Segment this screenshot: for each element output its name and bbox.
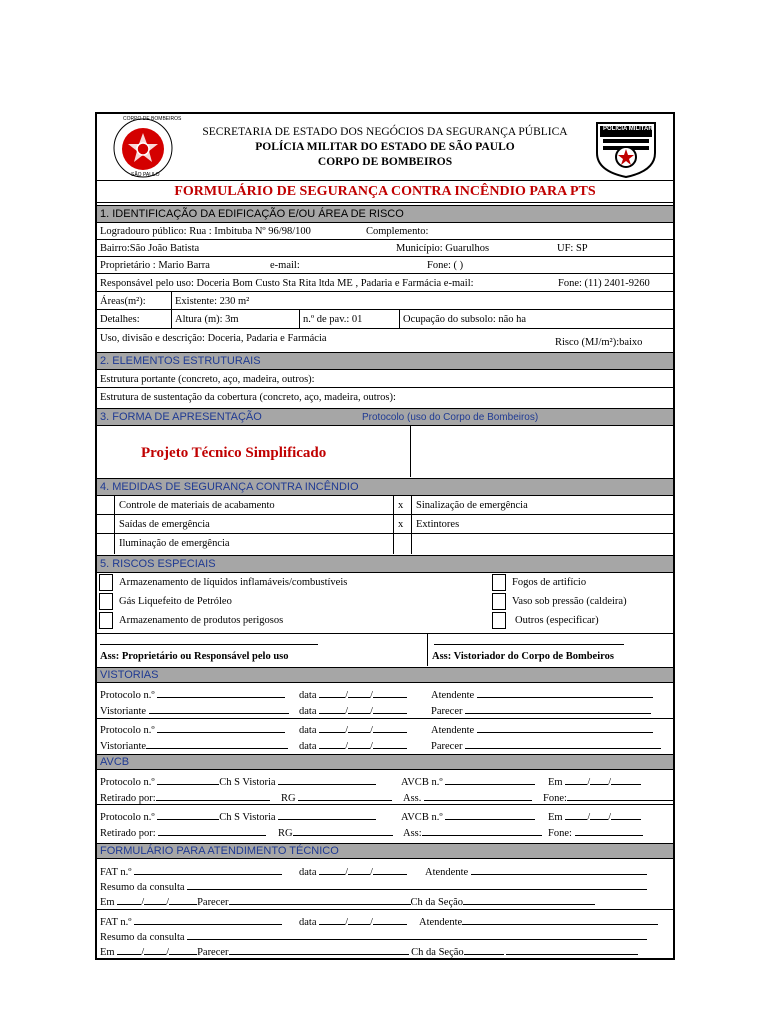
fat1-parecer-label: Parecer	[197, 897, 229, 908]
vistoria-block-2: Protocolo n.º data / / Atendente Vistoriante data / / Parecer	[97, 719, 673, 753]
avcb2-fone-label: Fone:	[548, 828, 572, 839]
checkbox-sinalizacao-mark[interactable]: x	[398, 500, 404, 511]
pavimentos-text: n.º de pav.: 01	[303, 314, 363, 325]
medida-extintores: Extintores	[416, 519, 460, 530]
avcb1-fone-label: Fone:	[543, 793, 567, 804]
checkbox-glp[interactable]	[99, 593, 113, 610]
vistoria2-protocolo-label: Protocolo n.º	[100, 725, 155, 736]
row-proprietario	[97, 257, 673, 274]
vistoria2-vistoriante-label: Vistoriante	[100, 741, 147, 752]
checkbox-produtos-perigosos[interactable]	[99, 612, 113, 629]
responsavel-text: Responsável pelo uso: Doceria Bom Custo Sta Rita ltda ME , Padaria e Farmácia e-mail:	[100, 278, 474, 289]
header-line-1: SECRETARIA DE ESTADO DOS NEGÓCIOS DA SEGURANÇA PÚBLICA	[202, 126, 568, 138]
vistoria2-data2-label: data	[299, 741, 317, 752]
vistoria1-data2-label: data	[299, 706, 317, 717]
complemento-label: Complemento:	[366, 226, 429, 237]
signature-row	[97, 633, 673, 666]
avcb-block-2: Protocolo n.º Ch S Vistoria AVCB n.º Em / / Retirado por: RG Ass: Fone:	[97, 805, 673, 842]
section-4-title: 4. MEDIDAS DE SEGURANÇA CONTRA INCÊNDIO	[100, 481, 359, 493]
section-5-header	[97, 555, 673, 573]
medida-iluminacao-emergencia: Iluminação de emergência	[119, 538, 230, 549]
avcb2-ass-label: Ass:	[403, 828, 422, 839]
risco-liquidos: Armazenamento de líquidos inflamáveis/combustíveis	[119, 577, 348, 588]
section-3-title: 3. FORMA DE APRESENTAÇÃO	[100, 411, 262, 423]
fat1-ch-label: Ch da Seção	[410, 897, 464, 908]
signature-inspector: Ass: Vistoriador do Corpo de Bombeiros	[432, 651, 614, 662]
risco-glp: Gás Liquefeito de Petróleo	[119, 596, 232, 607]
signature-owner: Ass: Proprietário ou Responsável pelo uso	[100, 651, 289, 662]
section-2-title: 2. ELEMENTOS ESTRUTURAIS	[100, 355, 261, 367]
fat-title: FORMULÁRIO PARA ATENDIMENTO TÉCNICO	[100, 845, 339, 857]
avcb2-em-label: Em	[548, 812, 563, 823]
vistoria2-atendente-label: Atendente	[431, 725, 475, 736]
vistoria-block-1: Protocolo n.º data / / Atendente Vistoriante data / / Parecer	[97, 683, 673, 719]
vistoria1-parecer-label: Parecer	[431, 706, 463, 717]
avcb2-rg-label: RG	[278, 828, 293, 839]
vistoria1-atendente-label: Atendente	[431, 690, 475, 701]
form-header	[97, 114, 673, 181]
areas-label: Áreas(m²):	[100, 296, 146, 307]
logo-left-top-text: CORPO DE BOMBEIROS	[123, 116, 182, 122]
risco-vaso-pressao: Vaso sob pressão (caldeira)	[512, 596, 627, 607]
bairro-text: Bairro:São João Batista	[100, 243, 200, 254]
section-1-title: 1. IDENTIFICAÇÃO DA EDIFICAÇÃO E/OU ÁREA DE RISCO	[100, 208, 404, 220]
fat2-data-label: data	[299, 917, 317, 928]
checkbox-vaso-pressao[interactable]	[492, 593, 506, 610]
row-estrutura-cobertura	[97, 388, 673, 407]
fat2-ch-label: Ch da Seção	[411, 947, 464, 958]
header-line-3: CORPO DE BOMBEIROS	[317, 156, 453, 168]
avcb1-ass-label: Ass.	[403, 793, 422, 804]
riscos-grid	[97, 573, 673, 633]
avcb1-ch-label: Ch S Vistoria	[219, 777, 276, 788]
header-line-2: POLÍCIA MILITAR DO ESTADO DE SÃO PAULO	[255, 141, 515, 153]
detalhes-label: Detalhes:	[100, 314, 140, 325]
checkbox-fogos[interactable]	[492, 574, 506, 591]
form-title: FORMULÁRIO DE SEGURANÇA CONTRA INCÊNDIO PARA PTS	[174, 184, 596, 199]
form-title-row	[97, 181, 673, 203]
row-logradouro	[97, 223, 673, 240]
protocolo-uso-bombeiros: Protocolo (uso do Corpo de Bombeiros)	[362, 412, 539, 423]
checkbox-extintores-mark[interactable]: x	[398, 519, 404, 530]
fat2-parecer-label: Parecer	[197, 947, 229, 958]
vistoria1-protocolo-label: Protocolo n.º	[100, 690, 155, 701]
avcb1-protocolo-label: Protocolo n.º	[100, 777, 155, 788]
vistorias-header	[97, 667, 673, 683]
municipio-text: Município: Guarulhos	[396, 243, 490, 254]
section-3-header	[97, 408, 673, 426]
fat1-atendente-label: Atendente	[425, 867, 469, 878]
fat1-resumo-label: Resumo da consulta	[100, 882, 185, 893]
avcb1-avcb-label: AVCB n.º	[401, 777, 443, 788]
fat2-em-label: Em	[100, 947, 115, 958]
section-2-header	[97, 352, 673, 370]
fat1-fat-label: FAT n.º	[100, 867, 132, 878]
avcb-header	[97, 754, 673, 770]
logradouro-text: Logradouro público: Rua : Imbituba Nº 96/98/100	[100, 226, 311, 237]
avcb2-protocolo-label: Protocolo n.º	[100, 812, 155, 823]
row-forma-apresentacao	[97, 426, 673, 477]
row-areas	[97, 292, 673, 310]
vistoria2-parecer-label: Parecer	[431, 741, 463, 752]
avcb1-rg-label: RG	[281, 793, 296, 804]
risco-fogos: Fogos de artifício	[512, 577, 587, 588]
estrutura-portante-text: Estrutura portante (concreto, aço, madeira, outros):	[100, 374, 315, 385]
section-1-header	[97, 205, 673, 223]
avcb2-ch-label: Ch S Vistoria	[219, 812, 276, 823]
section-4-header	[97, 478, 673, 496]
altura-text: Altura (m): 3m	[175, 314, 239, 325]
row-bairro	[97, 240, 673, 257]
fat1-data-label: data	[299, 867, 317, 878]
uf-text: UF: SP	[557, 243, 588, 254]
medidas-grid	[97, 496, 673, 554]
fat2-resumo-label: Resumo da consulta	[100, 932, 185, 943]
checkbox-liquidos[interactable]	[99, 574, 113, 591]
medida-sinalizacao-emergencia: Sinalização de emergência	[416, 500, 528, 511]
responsavel-fone: Fone: (11) 2401-9260	[558, 278, 650, 289]
row-responsavel	[97, 274, 673, 292]
row-uso	[97, 329, 673, 351]
row-estrutura-portante	[97, 370, 673, 388]
fat-header	[97, 843, 673, 859]
fone-label: Fone: ( )	[427, 260, 464, 271]
fat-block-1: FAT n.º data / / Atendente Resumo da consulta Em / / Parecer Ch da Seção	[97, 859, 673, 910]
checkbox-outros[interactable]	[492, 612, 506, 629]
uso-text: Uso, divisão e descrição: Doceria, Padaria e Farmácia	[100, 333, 327, 344]
estrutura-cobertura-text: Estrutura de sustentação da cobertura (concreto, aço, madeira, outros):	[100, 392, 396, 403]
projeto-tecnico-text: Projeto Técnico Simplificado	[141, 445, 327, 461]
section-5-title: 5. RISCOS ESPECIAIS	[100, 558, 216, 570]
avcb2-avcb-label: AVCB n.º	[401, 812, 443, 823]
fat1-em-label: Em	[100, 897, 115, 908]
vistoria1-data-label: data	[299, 690, 317, 701]
logo-left-bottom-text: SÃO PAULO	[131, 172, 160, 178]
form-page	[95, 112, 675, 960]
fat2-atendente-label: Atendente	[419, 917, 463, 928]
risco-outros: Outros (especificar)	[515, 615, 599, 626]
avcb1-em-label: Em	[548, 777, 563, 788]
avcb-block-1: Protocolo n.º Ch S Vistoria AVCB n.º Em / / Retirado por: RG Ass. Fone:	[97, 770, 673, 805]
medida-controle-materiais: Controle de materiais de acabamento	[119, 500, 275, 511]
existente-text: Existente: 230 m²	[175, 296, 250, 307]
vistoria1-vistoriante-label: Vistoriante	[100, 706, 147, 717]
risco-text: Risco (MJ/m²):baixo	[555, 337, 643, 348]
row-detalhes	[97, 310, 673, 329]
avcb1-retirado-label: Retirado por:	[100, 793, 156, 804]
risco-produtos-perigosos: Armazenamento de produtos perigosos	[119, 615, 284, 626]
vistoria2-data-label: data	[299, 725, 317, 736]
avcb-title: AVCB	[100, 756, 130, 768]
fat-block-2: FAT n.º data / / Atendente Resumo da consulta Em / / Parecer Ch da Seção	[97, 910, 673, 958]
vistorias-title: VISTORIAS	[100, 669, 159, 681]
fat2-fat-label: FAT n.º	[100, 917, 132, 928]
logo-right-top-text: POLÍCIA MILITAR	[603, 126, 653, 132]
medida-saidas-emergencia: Saídas de emergência	[119, 519, 210, 530]
email-label: e-mail:	[270, 260, 300, 271]
avcb2-retirado-label: Retirado por:	[100, 828, 156, 839]
proprietario-text: Proprietário : Mario Barra	[100, 260, 210, 271]
ocupacao-text: Ocupação do subsolo: não ha	[403, 314, 527, 325]
